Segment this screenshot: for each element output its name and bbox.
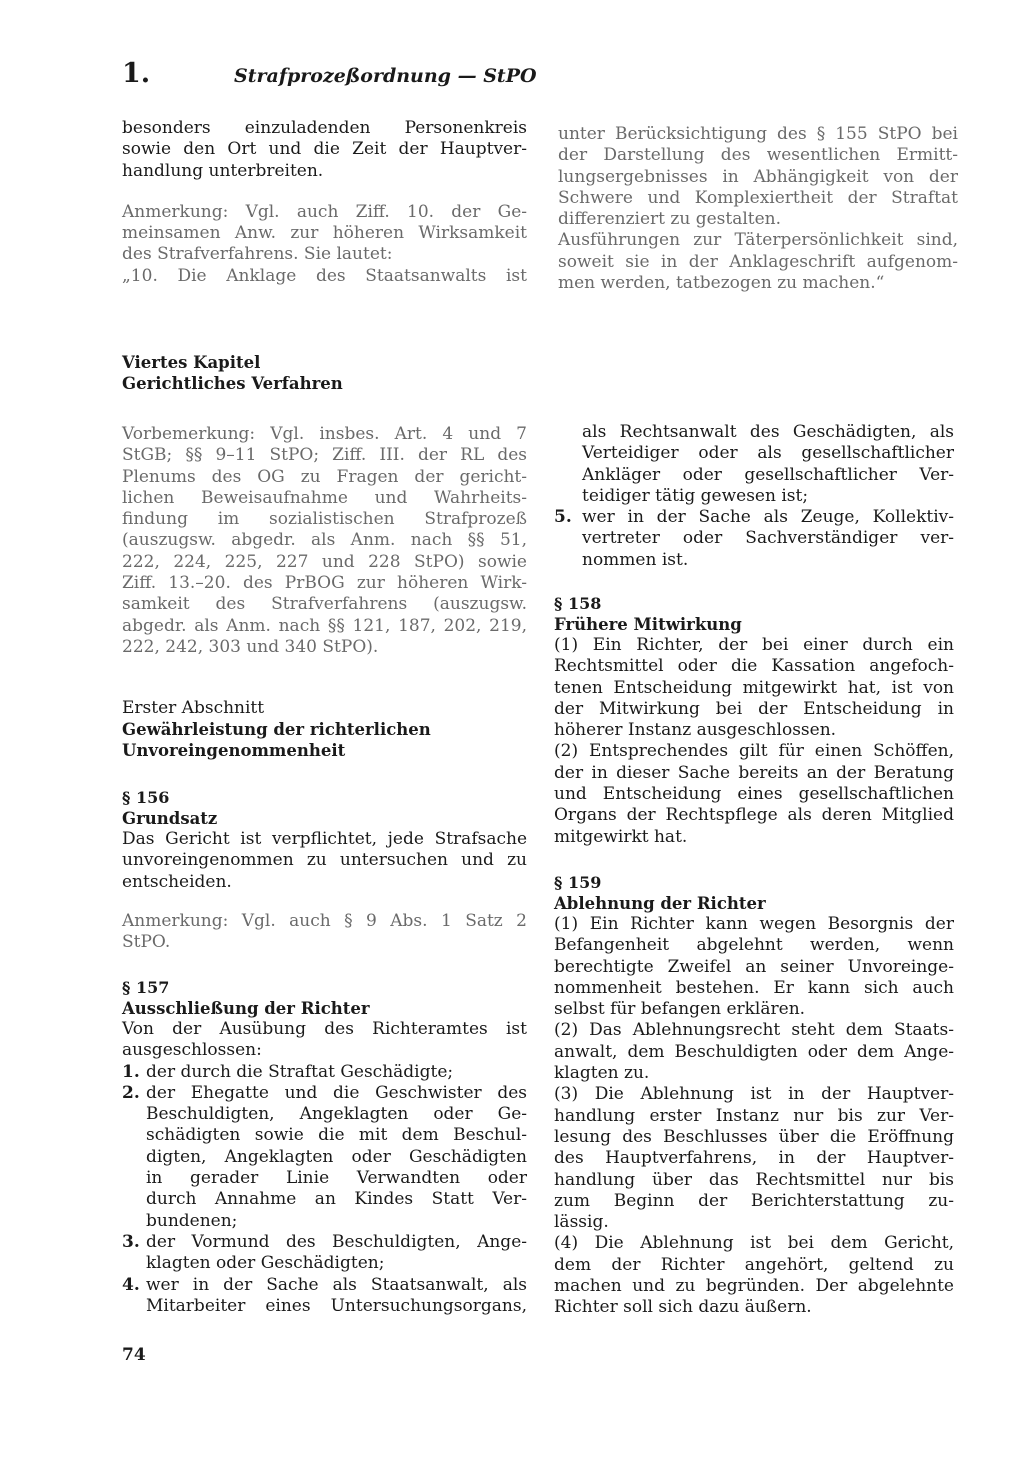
paragraph-title: Grundsatz [122,809,218,828]
list-item: 4. wer in der Sache als Staatsanwalt, als Mitarbeiter eines Untersuchungsorgans, [122,1274,527,1316]
section-label: Erster Abschnitt [122,698,265,718]
paragraph-158: § 158 Frühere Mitwirkung (1) Ein Richter, der bei einer durch ein Rechtsmittel oder die Kassation angefoch- tenen Entscheidung mitgewirkt hat, ist von der Mitwirkung bei der Entscheidung in höherer Instanz ausgeschlossen. (2) Entsprechendes gilt für einen Schöffen, der in dieser Sache bereits an der Beratung und Entscheidung eines gesellschaftlichen Organs der Rechtspflege als deren Mitglied mitgewirkt hat. [554,594,954,847]
paragraph-title: Frühere Mitwirkung [554,615,742,634]
paragraph-number: § 157 [122,978,170,997]
page-number: 74 [122,1345,146,1365]
right-top-note: unter Berücksichtigung des § 155 StPO bei der Darstellung des wesentlichen Ermitt- lungsergebnisses in Abhängigkeit von der Schwere und Komplexiertheit der Straftat differenziert zu gestalten. Ausführungen zur Täterpersönlichkeit sind, soweit sie in der Anklageschrift aufgenom- men werden, tatbezogen zu machen.“ [558,124,958,294]
exclusion-list-continued [554,507,954,571]
paragraph-number: § 156 [122,788,170,807]
paragraph-number: § 158 [554,594,602,613]
paragraph-title: Ausschließung der Richter [122,999,370,1018]
preliminary-remark: Vorbemerkung: Vgl. insbes. Art. 4 und 7 StGB; §§ 9–11 StPO; Ziff. III. der RL des Plenums des OG zu Fragen der gericht- lichen Beweisaufnahme und Wahrheits- findung im sozialistischen Strafprozeß (auszugsw. abgedr. als Anm. nach §§ 51, 222, 224, 225, 227 und 228 StPO) sowie Ziff. 13.–20. des PrBOG zur höheren Wirk- samkeit des Strafverfahrens (auszugsw. abgedr. als Anm. nach §§ 121, 187, 202, 219, 222, 242, 303 und 340 StPO). [122,424,527,657]
chapter-number: 1. [122,58,151,89]
list-item: 1. der durch die Straftat Geschädigte; [122,1061,454,1082]
item-4-continuation: als Rechtsanwalt des Geschädigten, als Verteidiger oder als gesellschaftlicher Ankläger oder gesellschaftlicher Ver- teidiger tätig gewesen ist; [582,422,954,506]
annotation-note: Anmerkung: Vgl. auch Ziff. 10. der Ge- meinsamen Anw. zur höheren Wirksamkeit des Strafverfahrens. Sie lautet: „10. Die Anklage des Staatsanwalts ist [122,201,527,286]
paragraph-157-continued [554,422,954,571]
paragraph-159: § 159 Ablehnung der Richter (1) Ein Richter kann wegen Besorgnis der Befangenheit abgelehnt werden, wenn berechtigte Zweifel an seiner Unvoreinge- nommenheit bestehen. Er kann sich auch selbst für befangen erklären. (2) Das Ablehnungsrecht steht dem Staats- anwalt, dem Beschuldigten oder dem Ange- klagten zu. (3) Die Ablehnung ist in der Hauptver- handlung erster Instanz nur bis zur Ver- lesung des Beschlusses über die Eröffnung des Hauptverfahrens, in der Hauptver- handlung über das Rechtsmittel nur bis zum Beginn der Berichterstattung zu- lässig. (4) Die Ablehnung ist bei dem Gericht, dem der Richter angehört, geltend zu machen und zu begründen. Der abgelehnte Richter soll sich dazu äußern. [554,873,954,1318]
section-heading: Erster Abschnitt Gewährleistung der richterlichen Unvoreingenommenheit [122,698,527,761]
exclusion-list [122,1062,527,1318]
list-item: 2. der Ehegatte und die Geschwister des Beschuldigten, Angeklagten oder Ge- schädigten sowie die mit dem Beschul- digten, Angeklagten oder Geschädigten in gerader Linie Verwandten oder durch Annahme an Kindes Statt Ver- bundenen; [122,1082,527,1231]
annotation-note: Anmerkung: Vgl. auch § 9 Abs. 1 Satz 2 StPO. [122,910,527,953]
paragraph-156: § 156 Grundsatz Das Gericht ist verpflichtet, jede Strafsache unvoreingenommen zu untersuchen und zu entscheiden. Anmerkung: Vgl. auch § 9 Abs. 1 Satz 2 StPO. [122,788,527,953]
list-item: 5. wer in der Sache als Zeuge, Kollektiv- vertreter oder Sachverständiger ver- nommen ist. [554,507,954,570]
chapter-label: Viertes Kapitel [122,353,261,372]
chapter-title: Gerichtliches Verfahren [122,374,343,393]
paragraph-157: § 157 Ausschließung der Richter Von der Ausübung des Richteramtes ist ausgeschlossen: 1. der durch die Straftat Geschädigte; 2. der Ehegatte und die Geschwister des Beschuldigten, Angeklagten oder Ge- schädigten sowie die mit dem Beschul- digten, Angeklagten oder Geschädigten in gerader Linie Verwandten oder durch Annahme an Kindes Statt Ver- bundenen; 3. der Vormund des Beschuldigten, Ange- klagten oder Geschädigten; 4. wer in der Sache als Staatsanwalt, als Mitarbeiter eines Untersuchungsorgans, [122,978,527,1316]
paragraph-number: § 159 [554,873,602,892]
paragraph-title: Ablehnung der Richter [554,894,766,913]
running-title: Strafprozeßordnung — StPO [234,65,537,87]
chapter-heading [122,352,527,394]
intro-continuation: besonders einzuladenden Personenkreis sowie den Ort und die Zeit der Hauptver- handlung unterbreiten. [122,118,527,181]
left-top-block [122,118,527,287]
list-item: 3. der Vormund des Beschuldigten, Ange- klagten oder Geschädigten; [122,1231,527,1274]
